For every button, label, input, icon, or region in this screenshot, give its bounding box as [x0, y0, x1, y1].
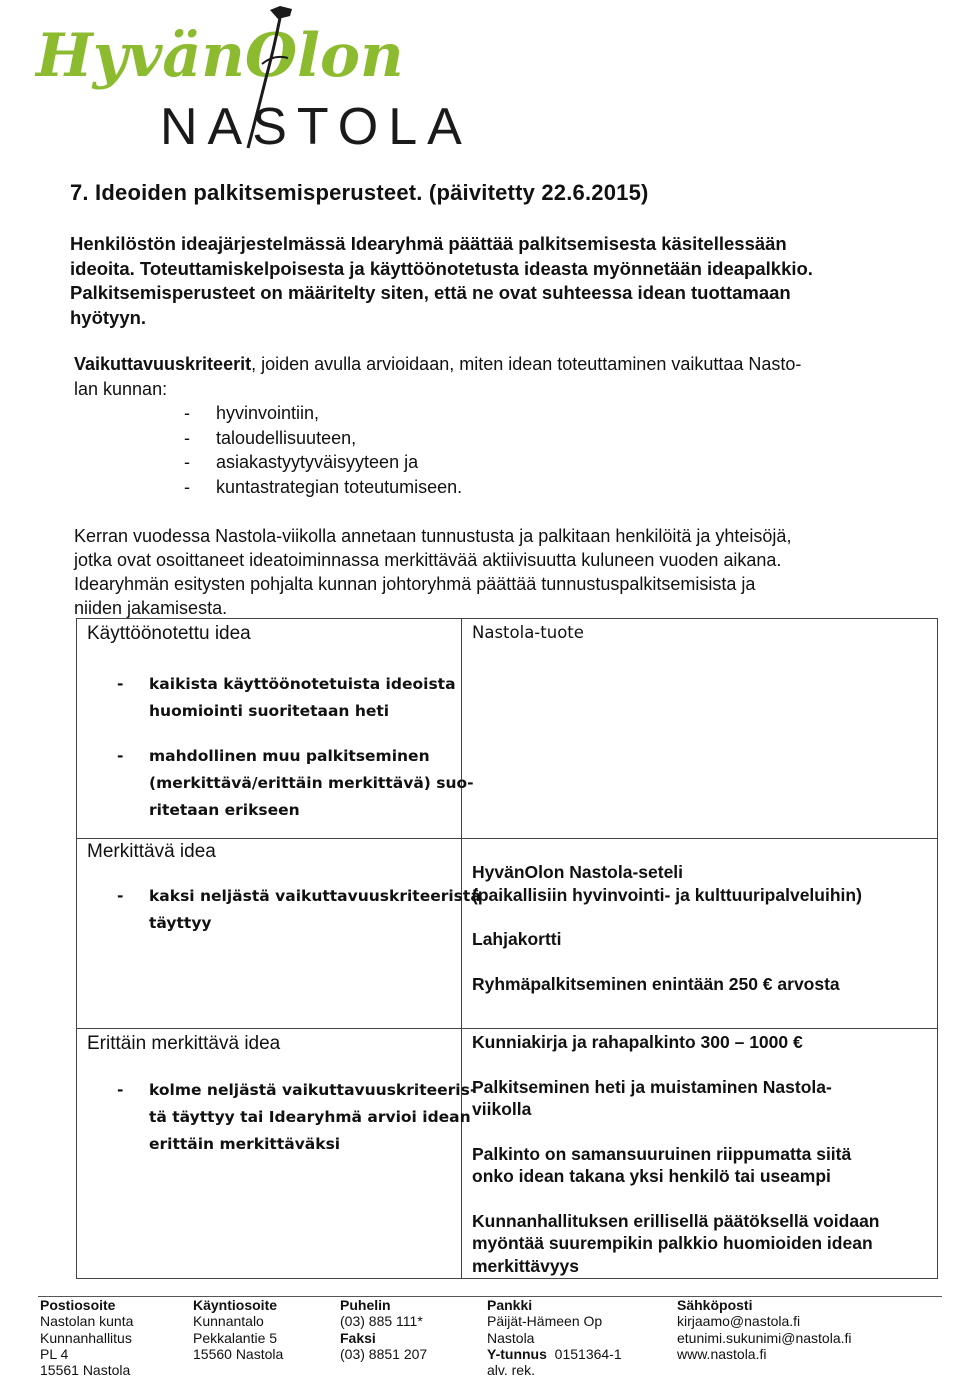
criteria-paragraph: Vaikuttavuuskriteerit, joiden avulla arvioidaan, miten idean toteuttaminen vaikuttaa Nasto- lan kunnan: - hyvinvointiin, - taloudellisuuteen, - asiakastyytyväisyyteen ja - kuntastrategian toteutumiseen.: [74, 352, 934, 499]
reward-group: Ryhmäpalkitseminen enintään 250 € arvosta: [472, 973, 840, 994]
row-title-significant-idea: Merkittävä idea: [87, 841, 216, 862]
logo-hat-shape: [270, 6, 292, 19]
annual-recognition-paragraph: Kerran vuodessa Nastola-viikolla annetaan tunnustusta ja palkitaan henkilöitä ja yhteisöjä, jotka ovat osoittaneet ideatoiminnassa merkittävää aktiivisuutta kuluneen vuoden aikana. Idearyhmän esitysten pohjalta kunnan johtoryhmä päättää tunnustuspalkitsemisista ja niiden jakamisesta.: [74, 526, 792, 618]
footer-visiting-address: Käyntiosoite Kunnantalo Pekkalantie 5 15560 Nastola: [193, 1297, 284, 1362]
table-row: [77, 619, 938, 839]
reward-diploma: Kunniakirja ja rahapalkinto 300 – 1000 €: [472, 1032, 803, 1052]
table-row: [77, 1029, 938, 1279]
email-kirjaamo-link[interactable]: kirjaamo@nastola.fi: [677, 1313, 801, 1330]
footer-postal-address: Postiosoite Nastolan kunta Kunnanhallitus PL 4 15561 Nastola: [40, 1297, 134, 1378]
reward-immediate: Palkitseminen heti ja muistaminen Nastola- viikolla: [472, 1076, 832, 1119]
list-item: - kolme neljästä vaikuttavuuskriteeris- tä täyttyy tai Idearyhmä arvioi idean erittäin merkittäväksi: [117, 1081, 477, 1153]
table-row: [77, 839, 938, 1029]
row-title-very-significant-idea: Erittäin merkittävä idea: [87, 1033, 281, 1054]
logo-script-text: HyvänOlon: [36, 21, 404, 91]
criteria-item: - taloudellisuuteen,: [184, 427, 357, 448]
list-item: - kaikista käyttöönotetuista ideoista huomiointi suoritetaan heti: [117, 675, 456, 720]
criteria-item: - kuntastrategian toteutumiseen.: [184, 476, 463, 497]
reward-voucher: HyvänOlon Nastola-seteli (paikallisiin hyvinvointi- ja kulttuuripalveluihin): [472, 862, 862, 905]
footer-phone: Puhelin (03) 885 111* Faksi (03) 8851 207: [340, 1297, 428, 1362]
reward-larger-by-decision: Kunnanhallituksen erillisellä päätöksellä voidaan myöntää suurempikin palkkio huomioiden idean merkittävyys: [472, 1210, 880, 1276]
reward-nastola-product: Nastola-tuote: [472, 623, 584, 642]
reward-gift-card: Lahjakortti: [472, 929, 562, 949]
rewards-table: [76, 618, 938, 1279]
logo-caps-text: NASTOLA: [160, 98, 472, 156]
hyvanolon-nastola-logo: [30, 4, 472, 164]
intro-paragraph: Henkilöstön ideajärjestelmässä Idearyhmä päättää palkitsemisesta käsitellessään ideoita. Toteuttamiskelpoisesta ja käyttöönotetusta ideasta myönnetään ideapalkkio. Palkitsemisperusteet on määritelty siten, että ne ovat suhteessa idean tuottamaan hyötyyn.: [70, 233, 813, 328]
row-title-implemented-idea: Käyttöönotettu idea: [87, 623, 251, 644]
website-link[interactable]: www.nastola.fi: [677, 1345, 767, 1362]
criteria-item: - asiakastyytyväisyyteen ja: [184, 452, 419, 472]
list-item: - mahdollinen muu palkitseminen (merkittävä/erittäin merkittävä) suo- ritetaan erikseen: [117, 747, 474, 819]
footer-bank: Pankki Päijät-Hämeen Op Nastola Y-tunnus 0151364-1 alv. rek.: [487, 1297, 622, 1378]
criteria-lead-bold: Vaikuttavuuskriteerit: [74, 354, 252, 374]
footer-email: Sähköposti kirjaamo@nastola.fi etunimi.sukunimi@nastola.fi www.nastola.fi: [677, 1297, 852, 1362]
reward-equal-size: Palkinto on samansuuruinen riippumatta siitä onko idean takana yksi henkilö tai useampi: [472, 1143, 852, 1186]
list-item: - kaksi neljästä vaikuttavuuskriteeristä täyttyy: [117, 887, 481, 932]
page-heading: 7. Ideoiden palkitsemisperusteet. (päivitetty 22.6.2015): [70, 180, 649, 205]
criteria-item: - hyvinvointiin,: [184, 403, 320, 423]
